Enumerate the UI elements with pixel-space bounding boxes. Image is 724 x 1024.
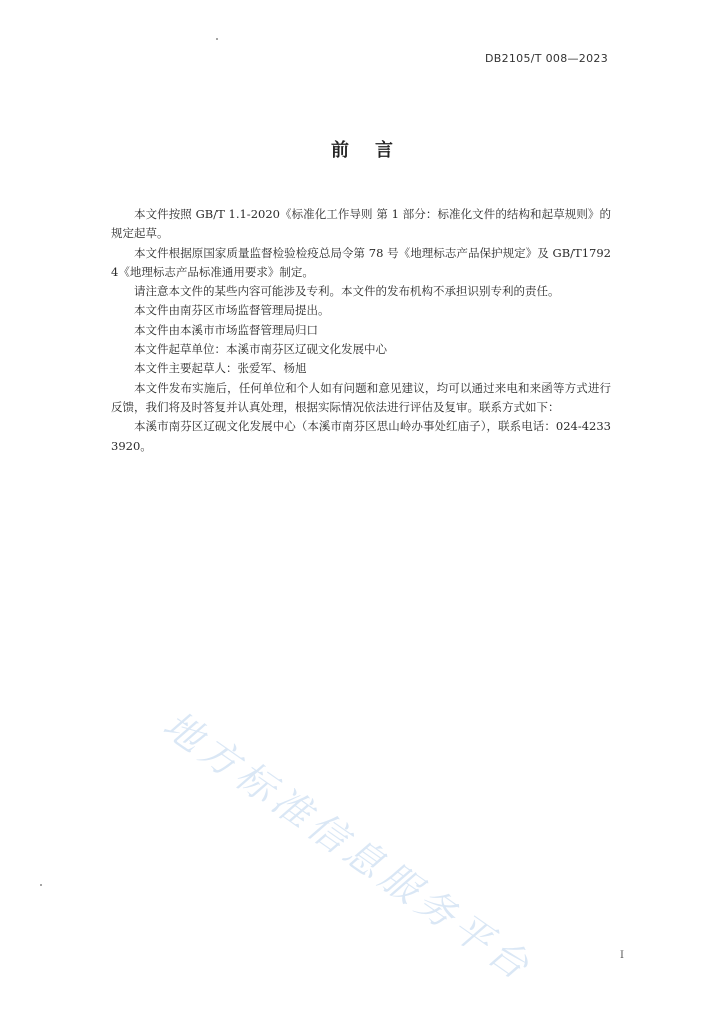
- paragraph-drafting-unit: 本文件起草单位：本溪市南芬区辽砚文化发展中心: [134, 342, 387, 357]
- page-title: 前言: [331, 140, 419, 161]
- scan-speck: [40, 884, 42, 886]
- paragraph-contact: 本溪市南芬区辽砚文化发展中心（本溪市南芬区思山岭办事处红庙子），联系电话：024-42333920。: [111, 419, 611, 453]
- paragraph-drafting-rules: 本文件按照 GB/T 1.1-2020《标准化工作导则 第 1 部分：标准化文件的结构和起草规则》的规定起草。: [111, 207, 611, 241]
- paragraph-proposer: 本文件由南芬区市场监督管理局提出。: [134, 303, 330, 318]
- foreword-body: [111, 205, 611, 456]
- page-number: I: [620, 950, 624, 961]
- document-code: DB2105/T 008—2023: [484, 52, 608, 65]
- paragraph-feedback: 本文件发布实施后，任何单位和个人如有问题和意见建议，均可以通过来电和来函等方式进行反馈，我们将及时答复并认真处理，根据实际情况依法进行评估及复审。联系方式如下：: [111, 380, 611, 414]
- paragraph-patent-notice: 请注意本文件的某些内容可能涉及专利。本文件的发布机构不承担识别专利的责任。: [134, 284, 560, 299]
- paragraph-drafters: 本文件主要起草人：张爱军、杨旭: [134, 361, 307, 376]
- paragraph-regulation-basis: 本文件根据原国家质量监督检验检疫总局令第 78 号《地理标志产品保护规定》及 GB/T17924《地理标志产品标准通用要求》制定。: [111, 245, 611, 279]
- scan-speck: [216, 38, 218, 40]
- paragraph-centralized-management: 本文件由本溪市市场监督管理局归口: [134, 322, 318, 337]
- watermark: 地方标准信息服务平台: [155, 702, 542, 991]
